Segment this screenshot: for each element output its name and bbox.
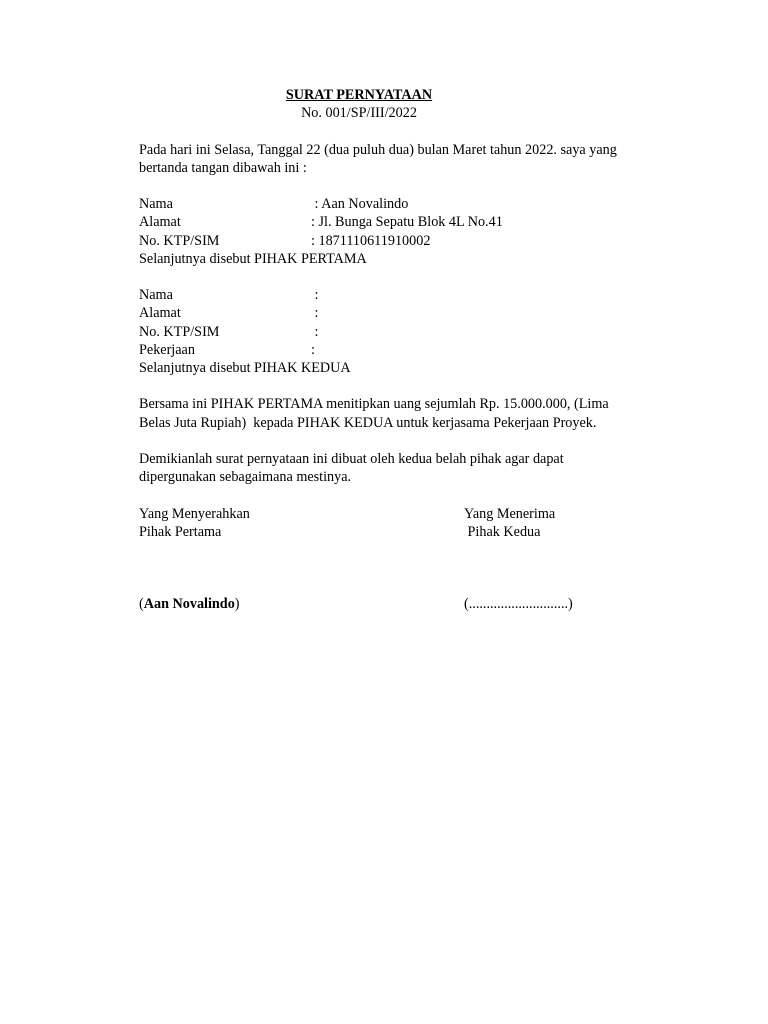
second-party-address-row: [139, 304, 679, 322]
field-label: Alamat: [139, 305, 181, 322]
giver-party: Pihak Pertama: [139, 523, 222, 540]
second-party-occupation-row: [139, 341, 679, 359]
first-party-block: [139, 195, 679, 268]
field-value: : Aan Novalindo: [311, 196, 409, 213]
field-label: Nama: [139, 196, 173, 213]
second-party-name-row: [139, 286, 679, 304]
second-party-block: [139, 286, 679, 377]
letter-title: SURAT PERNYATAAN: [285, 87, 433, 103]
receiver-party: Pihak Kedua: [464, 523, 541, 540]
first-party-address-row: [139, 213, 679, 231]
signature-role-row: [139, 505, 679, 523]
second-party-designation: Selanjutnya disebut PIHAK KEDUA: [139, 360, 351, 376]
signature-block: [139, 505, 679, 614]
field-value: :: [311, 287, 319, 304]
first-party-designation: Selanjutnya disebut PIHAK PERTAMA: [139, 250, 367, 267]
field-value: : 1871110611910002: [311, 232, 431, 249]
first-party-name-row: [139, 195, 679, 213]
receiver-signature-name: (............................): [464, 595, 573, 612]
intro-paragraph: [139, 141, 679, 177]
field-value: :: [311, 305, 319, 322]
closing-paragraph: [139, 450, 679, 486]
paren-open: (: [139, 595, 144, 612]
giver-name: Aan Novalindo: [143, 595, 235, 612]
closing-line: dipergunakan sebagaimana mestinya.: [139, 469, 352, 486]
letter-header: [149, 86, 569, 122]
field-value: :: [311, 323, 319, 340]
field-label: Pekerjaan: [139, 341, 195, 358]
intro-line: Pada hari ini Selasa, Tanggal 22 (dua puluh dua) bulan Maret tahun 2022. saya yang: [139, 141, 617, 158]
field-label: Alamat: [139, 214, 181, 231]
field-label: No. KTP/SIM: [139, 323, 220, 340]
paren-close: ): [234, 595, 240, 612]
closing-line: Demikianlah surat pernyataan ini dibuat oleh kedua belah pihak agar dapat: [139, 450, 564, 467]
first-party-id-row: [139, 232, 679, 250]
statement-paragraph: [139, 395, 679, 431]
letter-number: No. 001/SP/III/2022: [301, 105, 417, 122]
field-value: : Jl. Bunga Sepatu Blok 4L No.41: [311, 214, 503, 231]
signature-name-row: [139, 595, 679, 613]
receiver-role: Yang Menerima: [464, 505, 556, 522]
letter-body: [139, 86, 679, 613]
second-party-id-row: [139, 323, 679, 341]
field-label: No. KTP/SIM: [139, 232, 220, 249]
field-value: :: [311, 341, 315, 358]
statement-line: Bersama ini PIHAK PERTAMA menitipkan uang sejumlah Rp. 15.000.000, (Lima: [139, 396, 609, 413]
signature-party-row: [139, 523, 679, 541]
intro-line: bertanda tangan dibawah ini :: [139, 159, 307, 176]
giver-role: Yang Menyerahkan: [139, 505, 250, 522]
giver-signature-name: [139, 595, 464, 613]
statement-line: Belas Juta Rupiah) kepada PIHAK KEDUA untuk kerjasama Pekerjaan Proyek.: [139, 414, 597, 431]
field-label: Nama: [139, 287, 173, 304]
